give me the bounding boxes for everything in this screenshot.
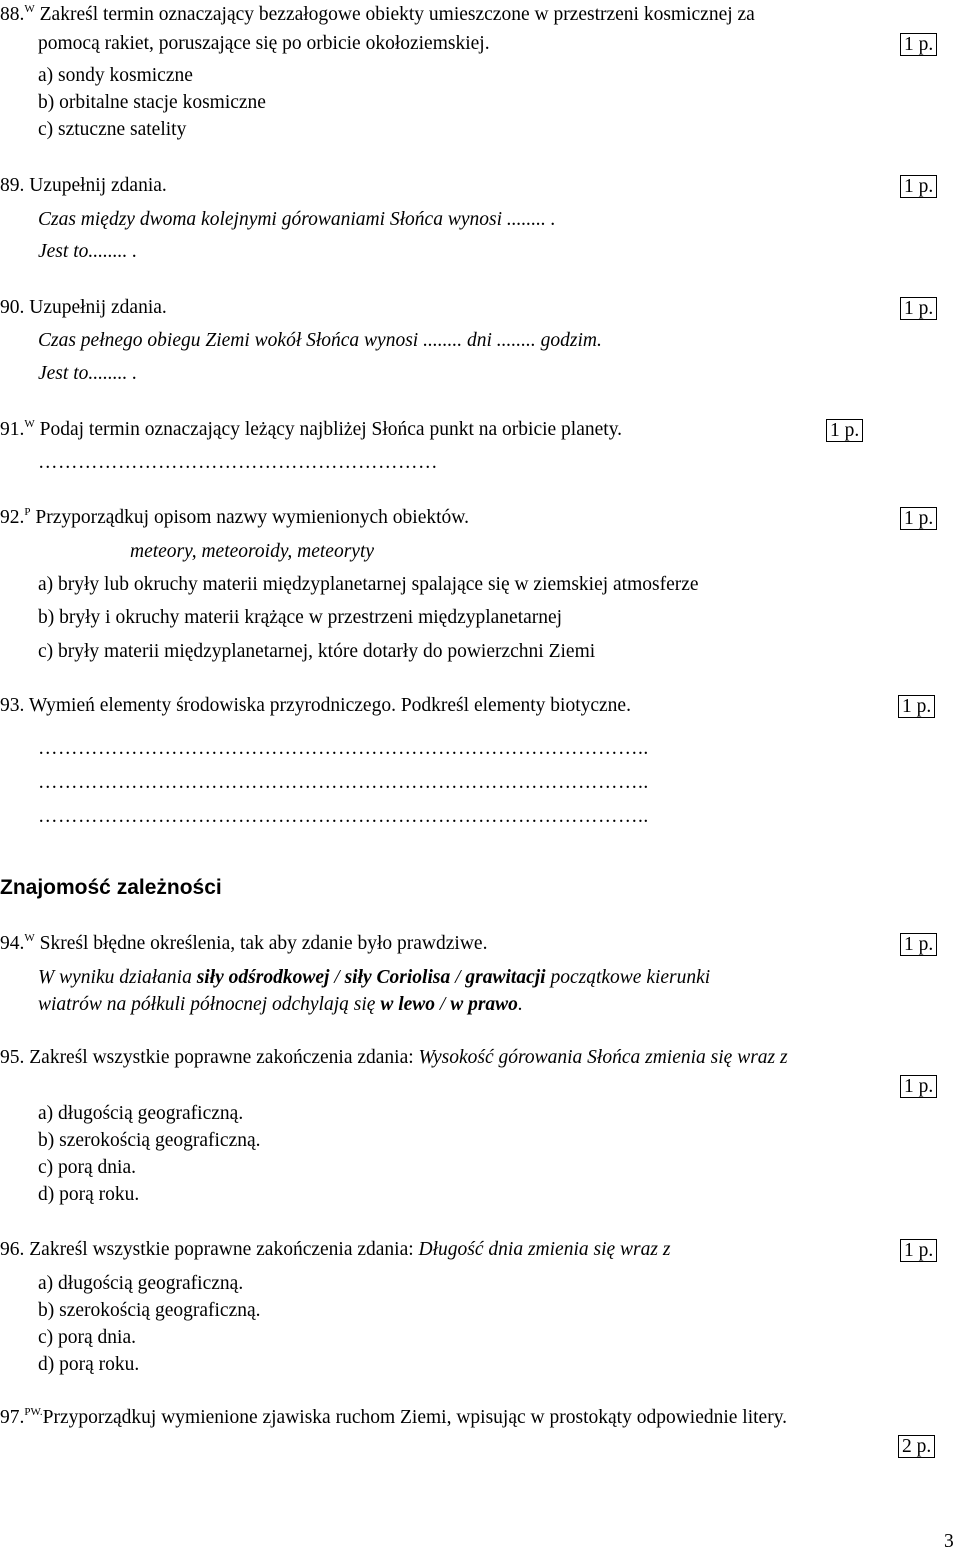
q89-points: 1 p. [900, 175, 937, 198]
q90-points: 1 p. [900, 297, 937, 320]
q90-sentence2: Jest to........ . [38, 363, 138, 384]
q89-sentence1: Czas między dwoma kolejnymi górowaniami Słońca wynosi ........ . [38, 209, 556, 230]
q92-terms: meteory, meteoroidy, meteoryty [130, 541, 375, 562]
q92-item-a: a) bryły lub okruchy materii międzyplanetarnej spalające się w ziemskiej atmosferze [38, 574, 699, 595]
q88-line2: pomocą rakiet, poruszające się po orbicie okołoziemskiej. [38, 33, 490, 54]
q89-sentence2: Jest to........ . [38, 241, 138, 262]
page-number: 3 [944, 1531, 954, 1552]
q94-sentence-line2: wiatrów na półkuli północnej odchylają się w lewo / w prawo. [38, 994, 523, 1015]
q94-question: 94.$^W$ Skreśl błędne określenia, tak aby zdanie było prawdziwe. [0, 932, 488, 954]
q95-option-d[interactable]: d) porą roku. [38, 1184, 140, 1205]
option-w-lewo[interactable]: w lewo [380, 994, 436, 1015]
q97-question: 97.$^{PW.}$Przyporządkuj wymienione zjawiska ruchom Ziemi, wpisując w prostokąty odpowiednie litery. [0, 1406, 788, 1428]
q95-option-c[interactable]: c) porą dnia. [38, 1157, 136, 1178]
option-sila-odsrodkowa[interactable]: siły odśrodkowej [196, 967, 330, 988]
q88-option-a[interactable]: a) sondy kosmiczne [38, 65, 193, 86]
q96-option-d[interactable]: d) porą roku. [38, 1354, 140, 1375]
q89-title: 89. Uzupełnij zdania. [0, 175, 167, 196]
q96-question: 96. Zakreśl wszystkie poprawne zakończenia zdania: Długość dnia zmienia się wraz z [0, 1239, 671, 1260]
q92-question: 92.$^P$ Przyporządkuj opisom nazwy wymienionych obiektów. [0, 506, 469, 528]
q90-title: 90. Uzupełnij zdania. [0, 297, 167, 318]
q93-points: 1 p. [898, 695, 935, 718]
q95-option-a[interactable]: a) długością geograficzną. [38, 1103, 244, 1124]
q96-option-a[interactable]: a) długością geograficzną. [38, 1273, 244, 1294]
q96-option-c[interactable]: c) porą dnia. [38, 1327, 136, 1348]
q94-sentence-line1: W wyniku działania siły odśrodkowej / siły Coriolisa / grawitacji początkowe kierunki [38, 967, 711, 988]
q96-points: 1 p. [900, 1239, 937, 1262]
q88-points: 1 p. [900, 33, 937, 56]
q92-item-b: b) bryły i okruchy materii krążące w przestrzeni międzyplanetarnej [38, 607, 563, 628]
q92-item-c: c) bryły materii międzyplanetarnej, które dotarły do powierzchni Ziemi [38, 641, 596, 662]
q95-option-b[interactable]: b) szerokością geograficzną. [38, 1130, 261, 1151]
q90-sentence1: Czas pełnego obiegu Ziemi wokół Słońca wynosi ........ dni ........ godzim. [38, 330, 602, 351]
q96-option-b[interactable]: b) szerokością geograficzną. [38, 1300, 261, 1321]
q95-points: 1 p. [900, 1075, 937, 1098]
q91-points: 1 p. [826, 419, 863, 442]
q94-points: 1 p. [900, 933, 937, 956]
q93-answer-line-2[interactable]: ……………………………………………………………………………….. [38, 772, 649, 793]
q88-line1: 88.$^W$ Zakreśl termin oznaczający bezzałogowe obiekty umieszczone w przestrzeni kosmicznej za [0, 3, 755, 25]
option-w-prawo[interactable]: w prawo [450, 994, 518, 1015]
q95-question: 95. Zakreśl wszystkie poprawne zakończenia zdania: Wysokość górowania Słońca zmienia się wraz z [0, 1047, 788, 1068]
option-grawitacja[interactable]: grawitacji [465, 967, 546, 988]
q92-points: 1 p. [900, 507, 937, 530]
q93-question: 93. Wymień elementy środowiska przyrodniczego. Podkreśl elementy biotyczne. [0, 695, 631, 716]
q91-question: 91.$^W$ Podaj termin oznaczający leżący najbliżej Słońca punkt na orbicie planety. [0, 418, 623, 440]
q93-answer-line-1[interactable]: ……………………………………………………………………………….. [38, 738, 649, 759]
q88-option-c[interactable]: c) sztuczne satelity [38, 119, 187, 140]
q88-option-b[interactable]: b) orbitalne stacje kosmiczne [38, 92, 266, 113]
q93-answer-line-3[interactable]: ……………………………………………………………………………….. [38, 806, 649, 827]
section-heading: Znajomość zależności [0, 876, 222, 899]
q91-answer-line[interactable]: …………………………………………………… [38, 452, 438, 473]
option-sila-coriolisa[interactable]: siły Coriolisa [344, 967, 451, 988]
q97-points: 2 p. [898, 1435, 935, 1458]
